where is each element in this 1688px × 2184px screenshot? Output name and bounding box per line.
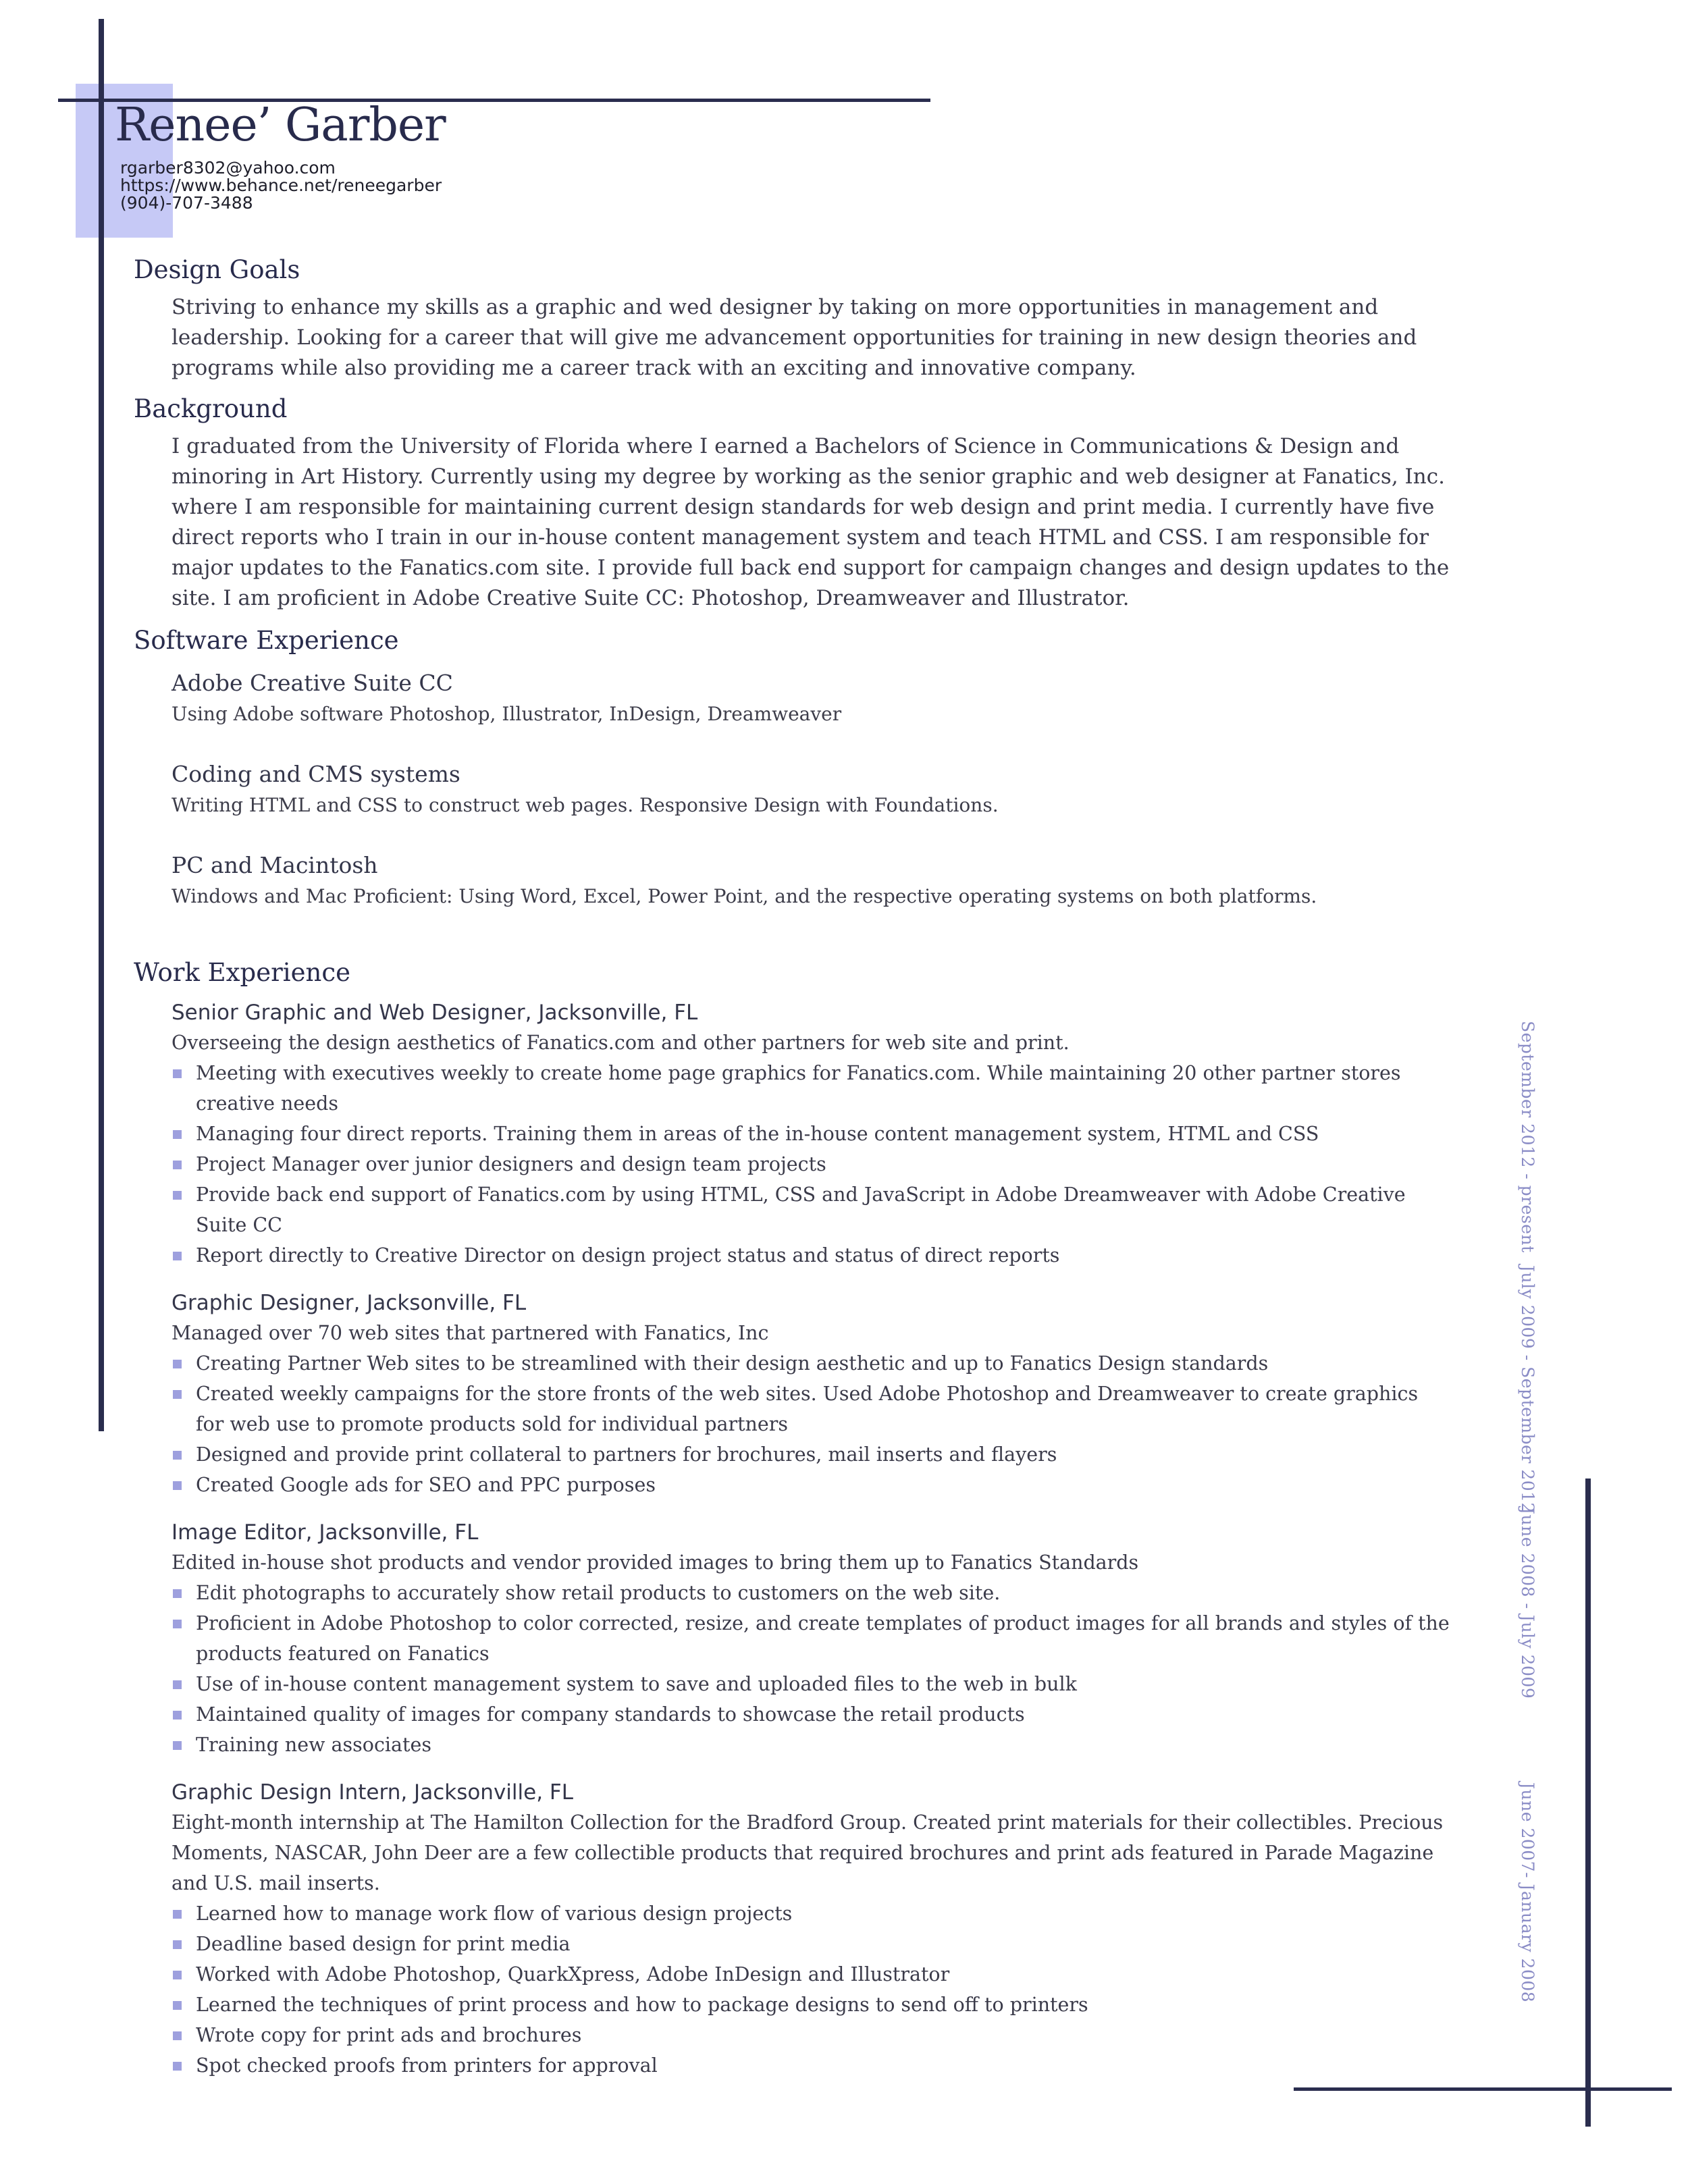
job-bullet-list <box>134 1348 1457 1500</box>
software-section <box>134 625 1457 942</box>
job-title: Senior Graphic and Web Designer, Jacksonville, FL <box>172 1001 698 1025</box>
job-dates: June 2008 - July 2009 <box>1518 1508 1537 1699</box>
software-item-desc: Writing HTML and CSS to construct web pages. Responsive Design with Foundations. <box>172 794 999 816</box>
phone-number: (904)-707-3488 <box>120 193 253 213</box>
job-entry <box>134 1778 1457 2081</box>
job-bullet: Proficient in Adobe Photoshop to color corrected, resize, and create templates of product images for all brands and styles of the products featured on Fanatics <box>196 1608 1452 1669</box>
job-bullet-list <box>134 1058 1457 1271</box>
job-bullet: Deadline based design for print media <box>196 1929 1452 1959</box>
software-item-desc: Windows and Mac Proficient: Using Word, Excel, Power Point, and the respective operating systems on both platforms. <box>172 885 1317 907</box>
job-bullet: Use of in-house content management system to save and uploaded files to the web in bulk <box>196 1669 1452 1699</box>
design-goals-text: Striving to enhance my skills as a graphic and wed designer by taking on more opportunities in management and leadership. Looking for a career that will give me advancement opportunities for training in new design theories and programs while also providing me a career track with an exciting and innovative company. <box>172 295 1417 380</box>
software-item-title: Coding and CMS systems <box>172 761 460 787</box>
job-dates: June 2007- January 2008 <box>1518 1782 1537 2003</box>
software-item-title: PC and Macintosh <box>172 852 378 878</box>
software-item-title: Adobe Creative Suite CC <box>172 670 453 696</box>
applicant-name: Renee’ Garber <box>115 99 446 152</box>
job-bullet: Report directly to Creative Director on design project status and status of direct reports <box>196 1240 1452 1271</box>
job-bullet: Created weekly campaigns for the store fronts of the web sites. Used Adobe Photoshop and Dreamweaver to create graphics for web use to promote products sold for individual partners <box>196 1379 1452 1439</box>
left-vertical-rule <box>99 19 104 1431</box>
background-section <box>134 394 1457 614</box>
background-text: I graduated from the University of Florida where I earned a Bachelors of Science in Communications & Design and minoring in Art History. Currently using my degree by working as the senior graphic and web designer at Fanatics, Inc. where I am responsible for maintaining current design standards for web design and print media. I currently have five direct reports who I train in our in-house content management system and teach HTML and CSS. I am responsible for major updates to the Fanatics.com site. I provide full back end support for campaign changes and design updates to the site. I am proficient in Adobe Creative Suite CC: Photoshop, Dreamweaver and Illustrator. <box>172 434 1450 610</box>
email-link[interactable]: rgarber8302@yahoo.com <box>120 158 336 178</box>
job-title: Image Editor, Jacksonville, FL <box>172 1520 479 1545</box>
job-bullet: Edit photographs to accurately show retail products to customers on the web site. <box>196 1578 1452 1608</box>
job-title: Graphic Design Intern, Jacksonville, FL <box>172 1780 574 1805</box>
job-title: Graphic Designer, Jacksonville, FL <box>172 1291 527 1315</box>
software-item <box>134 668 1457 760</box>
job-bullet: Maintained quality of images for company standards to showcase the retail products <box>196 1699 1452 1730</box>
job-entry <box>134 1518 1457 1760</box>
job-bullet: Created Google ads for SEO and PPC purposes <box>196 1470 1452 1500</box>
job-bullet: Spot checked proofs from printers for approval <box>196 2050 1452 2081</box>
job-entry <box>134 998 1457 1271</box>
job-bullet: Creating Partner Web sites to be streamlined with their design aesthetic and up to Fanatics Design standards <box>196 1348 1452 1379</box>
job-bullet: Project Manager over junior designers and design team projects <box>196 1149 1452 1179</box>
job-bullet: Wrote copy for print ads and brochures <box>196 2020 1452 2050</box>
software-item <box>134 851 1457 942</box>
right-vertical-rule <box>1585 1479 1591 2127</box>
background-heading: Background <box>134 394 288 423</box>
job-bullet: Meeting with executives weekly to create home page graphics for Fanatics.com. While maintaining 20 other partner stores creative needs <box>196 1058 1452 1119</box>
software-heading: Software Experience <box>134 626 399 655</box>
software-item <box>134 760 1457 851</box>
job-bullet: Worked with Adobe Photoshop, QuarkXpress, Adobe InDesign and Illustrator <box>196 1959 1452 1990</box>
design-goals-heading: Design Goals <box>134 255 300 284</box>
software-item-desc: Using Adobe software Photoshop, Illustrator, InDesign, Dreamweaver <box>172 703 842 725</box>
job-dates: September 2012 - present <box>1518 1021 1537 1253</box>
job-bullet-list <box>134 1898 1457 2081</box>
work-heading: Work Experience <box>134 958 350 987</box>
job-bullet: Provide back end support of Fanatics.com by using HTML, CSS and JavaScript in Adobe Dreamweaver with Adobe Creative Suite CC <box>196 1179 1452 1240</box>
job-description: Overseeing the design aesthetics of Fanatics.com and other partners for web site and print. <box>172 1032 1070 1054</box>
job-description: Managed over 70 web sites that partnered with Fanatics, Inc <box>172 1322 769 1344</box>
job-dates: July 2009 - September 2012 <box>1518 1265 1537 1514</box>
design-goals-section <box>134 255 1457 383</box>
job-entry <box>134 1288 1457 1500</box>
job-bullet: Training new associates <box>196 1730 1452 1760</box>
work-section <box>134 957 1457 2098</box>
contact-info <box>120 159 442 212</box>
job-bullet-list <box>134 1578 1457 1760</box>
job-bullet: Designed and provide print collateral to partners for brochures, mail inserts and flayers <box>196 1439 1452 1470</box>
job-bullet: Managing four direct reports. Training them in areas of the in-house content management system, HTML and CSS <box>196 1119 1452 1149</box>
job-description: Eight-month internship at The Hamilton Collection for the Bradford Group. Created print materials for their collectibles. Precious Moments, NASCAR, John Deer are a few collectible products that required brochures and print ads featured in Parade Magazine and U.S. mail inserts. <box>172 1811 1444 1894</box>
website-link[interactable]: https://www.behance.net/reneegarber <box>120 176 442 195</box>
job-bullet: Learned how to manage work flow of various design projects <box>196 1898 1452 1929</box>
job-bullet: Learned the techniques of print process and how to package designs to send off to printers <box>196 1990 1452 2020</box>
job-description: Edited in-house shot products and vendor provided images to bring them up to Fanatics Standards <box>172 1551 1139 1574</box>
